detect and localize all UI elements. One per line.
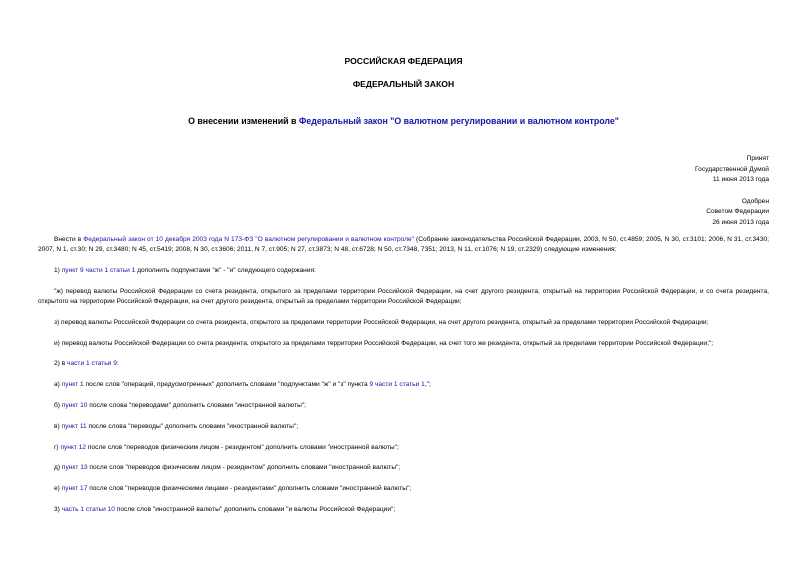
point-12-link[interactable]: пункт 12 xyxy=(60,443,87,451)
item-1-paragraph xyxy=(38,266,769,276)
country-heading: РОССИЙСКАЯ ФЕДЕРАЦИЯ xyxy=(344,56,463,66)
point-11-link[interactable]: пункт 11 xyxy=(61,422,87,430)
item-text: 1) xyxy=(54,266,62,274)
item-2d-paragraph xyxy=(38,463,769,473)
item-text: 3) xyxy=(54,505,62,513)
item-text: после слов "переводов физическим лицом - резидентом" дополнить словами "иностранной валюты"; xyxy=(86,443,399,451)
item-2g-paragraph xyxy=(38,443,769,453)
approved-line: 26 июня 2013 года xyxy=(712,218,769,226)
item-text: в) xyxy=(54,422,62,430)
item-2e-paragraph xyxy=(38,484,769,494)
item-text: е) xyxy=(54,485,62,493)
item-text: д) xyxy=(54,464,62,472)
item-text: после слова "переводами" дополнить словами "иностранной валюты"; xyxy=(87,401,306,409)
intro-text: Внести в xyxy=(54,235,84,243)
item-text: после слов "операций, предусмотренных" дополнить словами "подпунктами "ж" и "з" пункта xyxy=(83,381,370,389)
intro-paragraph xyxy=(38,229,769,256)
law-type-heading: ФЕДЕРАЛЬНЫЙ ЗАКОН xyxy=(352,79,455,89)
accepted-line: Государственной Думой xyxy=(695,165,769,173)
item-text: 2) в xyxy=(54,360,68,368)
item-text: ,"; xyxy=(424,381,431,389)
art10-part1-link[interactable]: часть 1 статьи 10 xyxy=(61,505,115,513)
point-17-link[interactable]: пункт 17 xyxy=(61,485,88,493)
subitem-z-paragraph: з) перевод валюты Российской Федерации со счета резидента, открытого за пределами территории Российской Федерации, на счет другого резидента, открытый за пределами территории Российской Федерации; xyxy=(54,318,709,326)
law-title xyxy=(38,90,769,127)
item-2b-paragraph xyxy=(38,401,769,411)
art1-p9-link[interactable]: 9 части 1 статьи 1 xyxy=(369,381,425,389)
item-text: : xyxy=(116,360,119,368)
item-text: после слова "переводы" дополнить словами "иностранной валюты"; xyxy=(86,422,299,430)
accepted-line: 11 июня 2013 года xyxy=(712,176,769,184)
item-text: после слов "переводов физическими лицами - резидентами" дополнить словами "иностранной валюты"; xyxy=(87,485,412,493)
approved-line: Советом Федерации xyxy=(706,208,769,216)
approved-line: Одобрен xyxy=(741,197,769,205)
law-173-fz-link[interactable]: Федеральный закон от 10 декабря 2003 года N 173-ФЗ "О валютном регулировании и валютном контроле" xyxy=(83,235,415,243)
approved-block xyxy=(38,186,769,229)
item-text: после слов "иностранной валюты" дополнить словами "и валюты Российской Федерации"; xyxy=(114,505,396,513)
item-2v-paragraph xyxy=(38,422,769,432)
item-2-paragraph xyxy=(38,359,769,369)
item-text: а) xyxy=(54,381,62,389)
subitem-zh-paragraph: "ж) перевод валюты Российской Федерации со счета резидента, открытого за пределами территории Российской Федерации, на счет другого резидента, открытый на территории Российской Федерации, и со счета резидента, открытого на территории Российской Федерации, на счет другого резидента, открытый за пределами территории Российской Федерации; xyxy=(38,287,769,305)
point-13-link[interactable]: пункт 13 xyxy=(61,464,88,472)
accepted-line: Принят xyxy=(746,155,769,162)
item-text: б) xyxy=(54,401,62,409)
law-body xyxy=(38,229,769,516)
art1-p9-link[interactable]: пункт 9 части 1 статьи 1 xyxy=(61,266,136,274)
art9-part1-link[interactable]: части 1 статьи 9 xyxy=(67,360,117,368)
intro-text: (Собрание законодательства Российской Федерации, 2003, N 50, ст.4859; 2005, N 30, ст.3101; 2006, N 31, ст.3430; 2007, N 1, ст.30; N 29, ст.3480; N 45, ст.5419; 2008, N 30, ст.3606; 2011, N 7, ст.905; N 27, ст.3873; N 48, ст.6728; N 50, ст.7348, 7351; 2013, N 11, ст.1076; N 19, ст.2329) следующие изменения: xyxy=(38,235,770,253)
point-10-link[interactable]: пункт 10 xyxy=(61,401,88,409)
law-title-link[interactable]: Федеральный закон "О валютном регулировании и валютном контроле" xyxy=(298,116,619,126)
item-3-paragraph xyxy=(38,505,769,515)
item-2a-paragraph xyxy=(38,380,769,390)
item-text: г) xyxy=(54,443,61,451)
subitem-i-paragraph: и) перевод валюты Российской Федерации со счета резидента, открытого за пределами территории Российской Федерации, на счет того же резидента, открытый за пределами территории Российской Федерации;"; xyxy=(54,339,714,347)
item-text: после слов "переводов физическим лицом - резидентом" дополнить словами "иностранной валюты"; xyxy=(87,464,401,472)
law-title-prefix: О внесении изменений в xyxy=(188,116,299,126)
item-text: дополнить подпунктами "ж" - "и" следующего содержания: xyxy=(135,266,316,274)
accepted-block xyxy=(38,127,769,186)
point-1-link[interactable]: пункт 1 xyxy=(61,381,84,389)
